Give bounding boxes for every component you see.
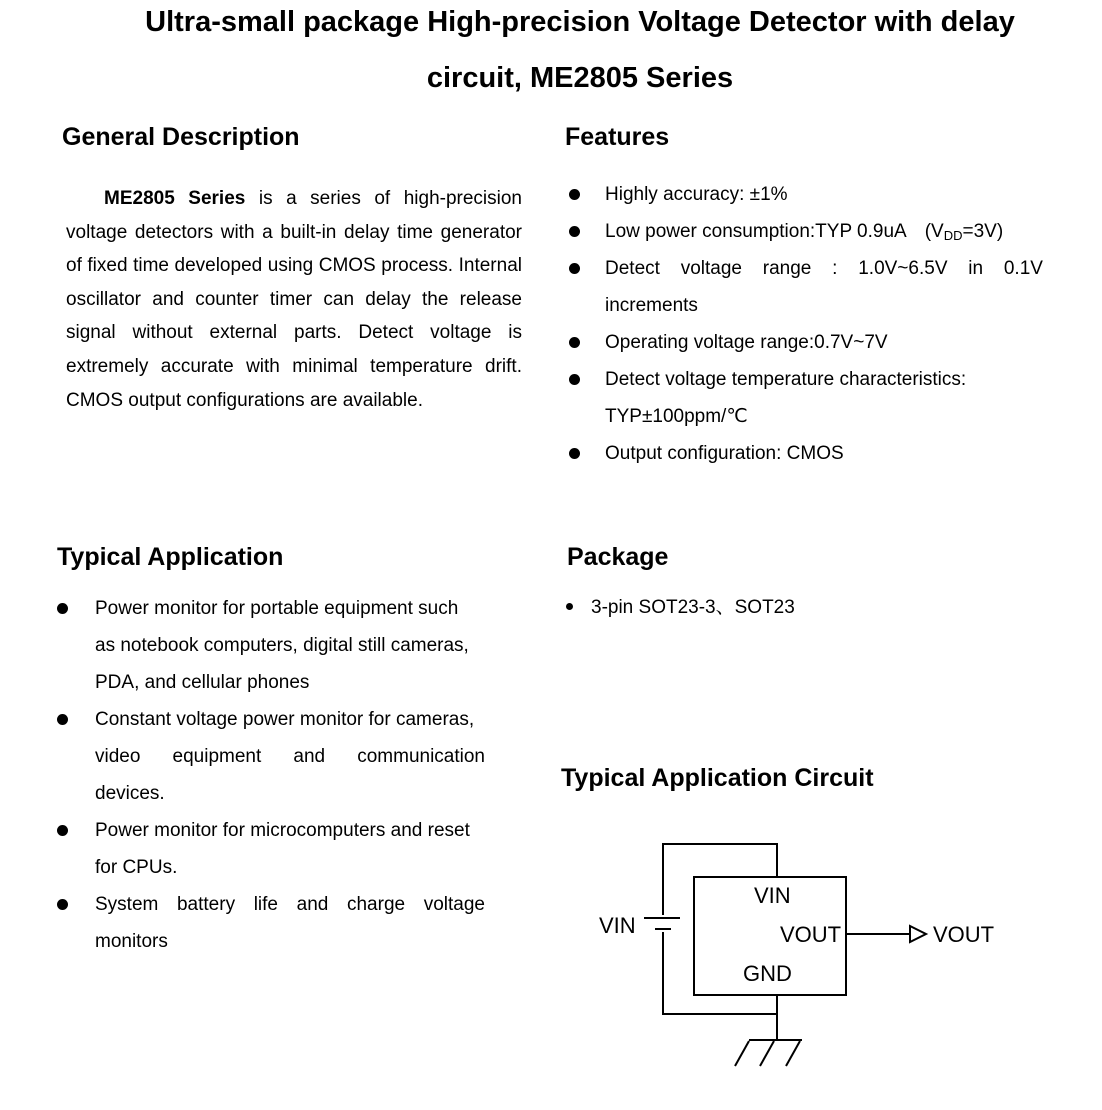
- bullet-icon: [569, 189, 580, 200]
- document-title-line-1: Ultra-small package High-precision Voltage Detector with delay: [145, 6, 1015, 38]
- ground-hatch: [786, 1041, 800, 1066]
- bullet-icon: [569, 263, 580, 274]
- package-item: 3-pin SOT23-3、SOT23: [566, 596, 795, 620]
- feature-item: Highly accuracy: ±1%: [565, 176, 1043, 213]
- package-heading: Package: [567, 543, 669, 571]
- pin-vin-label: VIN: [754, 883, 791, 908]
- application-item: System battery life and charge voltage monitors: [57, 886, 485, 960]
- typical-application-circuit: [595, 835, 1015, 1075]
- features-list: [565, 176, 1043, 472]
- bullet-icon: [57, 899, 68, 910]
- feature-item: Detect voltage temperature characteristics: TYP±100ppm/℃: [565, 361, 1043, 435]
- application-item: Constant voltage power monitor for cameras, video equipment and communication devices.: [57, 701, 485, 812]
- bullet-icon: [569, 226, 580, 237]
- bullet-icon: [569, 448, 580, 459]
- bullet-icon: [566, 603, 573, 610]
- document-title-line-2: circuit, ME2805 Series: [426, 62, 734, 94]
- detect-voltage-line: Detect voltage range : 1.0V~6.5V in 0.1V: [605, 258, 1043, 279]
- general-description-text: is a series of high-precision voltage detectors with a built-in delay time generator of fixed time developed using CMOS process. Internal oscillator and counter timer can delay the release signal without external parts. Detect voltage is extremely accurate with minimal temperature drift. CMOS output configurations are available.: [66, 188, 522, 411]
- circuit-heading: Typical Application Circuit: [561, 764, 874, 792]
- feature-item: Operating voltage range:0.7V~7V: [565, 324, 1043, 361]
- pin-vout-label: VOUT: [780, 922, 842, 947]
- bullet-icon: [57, 825, 68, 836]
- ground-hatch: [760, 1041, 774, 1066]
- feature-item: Detect voltage range : 1.0V~6.5V in 0.1V increments: [565, 250, 1043, 324]
- general-description-paragraph: [66, 182, 522, 417]
- bullet-icon: [569, 337, 580, 348]
- features-heading: Features: [565, 123, 670, 151]
- typical-application-heading: Typical Application: [57, 543, 284, 571]
- application-item: Power monitor for microcomputers and reset for CPUs.: [57, 812, 485, 886]
- vout-output-label: VOUT: [933, 922, 995, 947]
- application-item: Power monitor for portable equipment such as notebook computers, digital still cameras, PDA, and cellular phones: [57, 590, 485, 701]
- vout-arrow-icon: [910, 926, 926, 942]
- feature-item: Output configuration: CMOS: [565, 435, 1043, 472]
- pin-gnd-label: GND: [743, 961, 792, 986]
- vin-label: VIN: [599, 913, 636, 938]
- typical-application-list: [57, 590, 485, 960]
- general-description-heading: General Description: [62, 123, 300, 151]
- bullet-icon: [57, 714, 68, 725]
- ground-hatch: [735, 1041, 749, 1066]
- bullet-icon: [57, 603, 68, 614]
- feature-item: Low power consumption:TYP 0.9uA $(V_{DD}=3V)$: [565, 213, 1043, 250]
- series-name: ME2805 Series: [104, 188, 246, 209]
- bullet-icon: [569, 374, 580, 385]
